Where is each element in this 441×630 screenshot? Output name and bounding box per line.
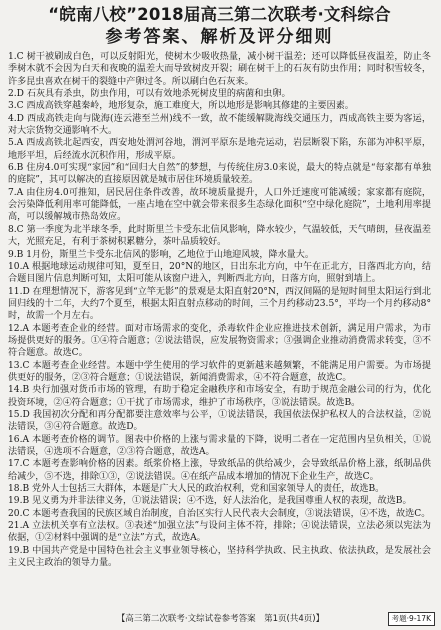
answer-item: 7.A 由住房4.0可推知，居民居住条件改善，故环境质量提升，人口外迁速度可能减缓；家家都有庭院，会污染降低利用率可能降低，一座占地在空中就会带来很多生态绿化面积“空中绿化庭院”，土地利用率提高，可以缓解城市热岛效应。 [8,187,431,223]
answer-item: 14.B 央行加强对货币市场的管理，有助于稳定金融秩序和市场安全，有助于规范金融公司的行为，优化投资环境，②④符合题意；①干扰了市场需求，维护了市场秩序，③说法错误。故选B。 [8,385,431,408]
exam-code-badge: 考题·9-17K [388,612,435,626]
answer-item: 20.C 本题考查我国的民族区域自治制度，自治区实行人民代表大会制度，③说法错误，④不选，故选C。 [8,508,431,519]
answer-item: 15.D 我国初次分配和再分配都要注意效率与公平，①说法错误，我国依法保护私权人的合法权益，②说法错误，③④符合题意。故选D。 [8,409,431,433]
answer-item: 19.B 中国共产党是中国特色社会主义事业领导核心，坚持科学执政、民主执政、依法执政，是发展社会主义民主政治的领导力量。 [8,545,431,569]
answer-item: 1.C 树干被刷成白色，可以反射阳光，使树木少吸收热量，减小树干温差；还可以降低昼夜温差，防止冬季树木就不会因为白天和夜晚的温差大而导致树皮开裂；刷在树干上的石灰有防虫作用；同时积雪较冬，许多昆虫喜欢在树干的裂缝中产卵过冬。所以刷白色石灰来。 [8,52,431,87]
answer-item: 10.A 根据地球运动规律可知，夏至日，20°N的地区，日出东北方向，中午在正北方，日落西北方向，结合题目图片信息判断可知，太阳可能从该窗户进入，判断西北方向，日落方向，照射到墙上。 [8,261,431,285]
footer-text: 【高三第二次联考·文综试卷参考答案 第1页(共4页)】 [116,614,325,624]
answer-item: 11.D 在理想情况下，游客见到“立竿无影”的景观是太阳直射20°N，西汉间隔的是短时间里太阳运行到北回归线的十二年，大约7个夏至，根据太阳直射点移动的时间，三个月约移动23.5°，平均一个月约移动8°时，故需一个月左右。 [8,286,431,322]
answer-item: 17.C 本题考查影响价格的因素。纸浆价格上涨，导致纸品的供给减少，会导致纸品价格上涨，纸制品供给减少，⑤不选，排除①③，②说法错误。④在纸产品成本增加的情况下企业生产，故选C。 [8,459,431,482]
answer-item: 2.D 石灰具有杀虫，防虫作用，可以有效地杀死树皮里的病菌和虫卵。 [8,89,291,100]
answer-list [8,51,431,569]
answer-item: 21.A 立法机关享有立法权。③表述“加强立法”与设问主体不符，排除；④说法错误，立法必须以宪法为依据，①②材料中强调的是“立法”方式，故选A。 [8,521,431,544]
answer-item: 19.B 见义勇为并非法律义务，①说法错误；④不选，好人法治化，是我国尊重人权的表现，故选B。 [8,496,412,507]
answer-item: 18.B 党外人士包括三大群体，本题是广大人民的政治权利，党和国家领导人的责任，故选B。 [8,484,385,495]
page-footer [0,612,441,626]
page-title: “皖南八校”2018届高三第二次联考·文科综合 [48,5,391,24]
answer-item: 16.A 本题考查价格的调节。图表中价格的上涨与需求量的下降，说明二者在一定范围内呈负相关，①说法错误，④选项不合题意，②③符合题意，故选A。 [8,434,431,457]
answer-item: 4.D 西成高铁走向与陇海(连云港至兰州)线不一致，故不能缓解陇海线交通压力，西成高铁主要为客运，对大宗货物交通影响不大。 [8,113,431,137]
answer-item: 5.A 西成高铁北起西安，西安地处渭河谷地，渭河平原东是地壳运动，岩层断裂下陷，东部为冲积平原，地形平坦，后经流水沉积作用，形成平原。 [8,138,431,161]
answer-item: 6.B 住房4.0可实现“家园”和“回归大自然”的梦想，与传统住房3.0来说，最大的特点就是“每家都有单独的庭院”，其可以解决的直接原因就是城市居住环境质量较差。 [8,163,431,186]
answer-item: 9.B 1月份，斯里兰卡受东北信风的影响，乙地位于山地迎风坡，降水量大。 [8,249,314,260]
answer-item: 3.C 西成高铁穿越秦岭，地形复杂，施工难度大，所以地形是影响其修建的主要因素。 [8,101,354,112]
answer-item: 13.C 本题考查企业经营。本题中学生使用的学习软件的更新越来越频繁，不能满足用户需要。为市场提供更好的服务，②③符合题意；①说法错误，新闻消费需求，④不符合题意，故选C。 [8,360,431,383]
answer-item: 8.C 第一季度为北半球冬季，此时斯里兰卡受东北信风影响，降水较少，气温较低，天气晴朗，昼夜温差大，光照充足，有利于茶树积累糖分，茶叶品质较好。 [8,224,431,248]
answer-item: 12.A 本题考查企业的经营。面对市场需求的变化，杀毒软件企业应推进技术创新，满足用户需求，为市场提供更好的服务。①④符合题意；②说法错误，应发展物资需求；③强调企业推动消费需求转变，③不符合题意。故选C。 [8,323,431,359]
page-subtitle: 参考答案、解析及评分细则 [105,27,334,47]
